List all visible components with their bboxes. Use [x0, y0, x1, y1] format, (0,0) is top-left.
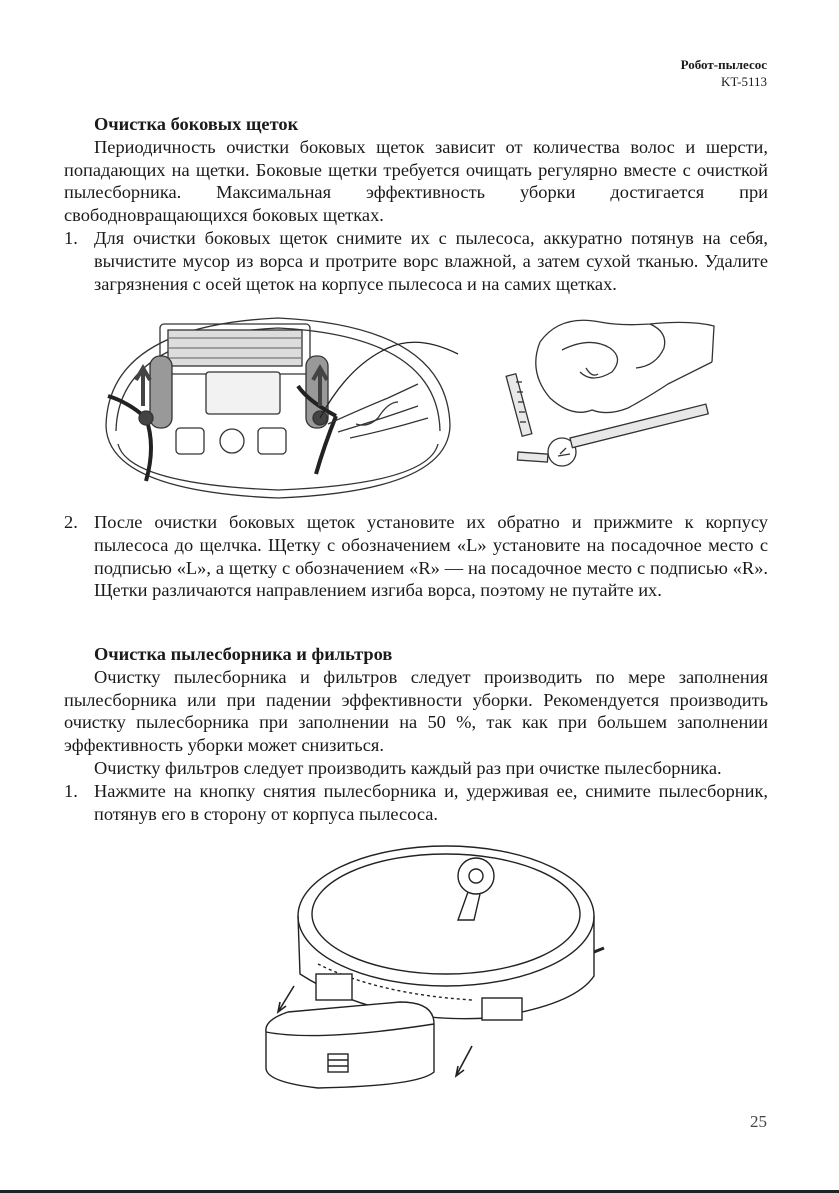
section-dustbin-filters [64, 643, 768, 825]
list-item-text: Для очистки боковых щеток снимите их с пылесоса, аккуратно потянув на себя, вычистите мусор из ворса и протрите ворс влажной, а затем сухой тканью. Удалите загрязнения с осей щеток на корпусе пылесоса и на самих щетках. [94, 227, 768, 294]
section-side-brushes [64, 113, 768, 295]
dustbin-para-2: Очистку фильтров следует производить каждый раз при очистке пылесборника. [94, 757, 722, 778]
section-heading-side-brushes: Очистка боковых щеток [94, 114, 299, 134]
list-item-number: 1. [64, 780, 78, 801]
list-item-number: 1. [64, 227, 78, 248]
header-model: KT-5113 [721, 74, 767, 89]
list-item [64, 227, 768, 295]
page-number: 25 [750, 1112, 767, 1131]
robot-underside-brush-removal-illustration [88, 306, 468, 511]
list-item-text: Нажмите на кнопку снятия пылесборника и, удерживая ее, снимите пылесборник, потянув его в сторону от корпуса пылесоса. [94, 780, 768, 824]
side-brushes-intro: Периодичность очистки боковых щеток зависит от количества волос и шерсти, попадающих на щетки. Боковые щетки требуется очищать регулярно вместе с очисткой пылесборника. Максимальная эффективность уборки достигается при свободновращающихся боковых щетках. [64, 136, 768, 226]
page-header [681, 56, 767, 90]
dustbin-para-1: Очистку пылесборника и фильтров следует производить по мере заполнения пылесборника или при падении эффективности уборки. Рекомендуется производить очистку пылесборника при заполнении на 50 %, так как при большем заполнении эффективность уборки может снизиться. [64, 666, 768, 756]
side-brushes-step-2 [64, 511, 768, 602]
list-item [64, 780, 768, 826]
list-item-number: 2. [64, 512, 78, 532]
header-product-title: Робот-пылесос [680, 57, 767, 72]
list-item [64, 511, 768, 602]
brush-wiping-cloth-illustration [500, 312, 722, 481]
list-item-text: После очистки боковых щеток установите их обратно и прижмите к корпусу пылесоса до щелчка. Щетку с обозначением «L» установите на посадочное место с подписью «L», а щетку с обозначением «R» — на посадочное место с подписью «R». Щетки различаются направлением изгиба ворса, поэтому не путайте их. [94, 512, 768, 601]
section-heading-dustbin-filters: Очистка пылесборника и фильтров [94, 644, 393, 664]
robot-dustbin-removal-illustration [258, 836, 608, 1113]
